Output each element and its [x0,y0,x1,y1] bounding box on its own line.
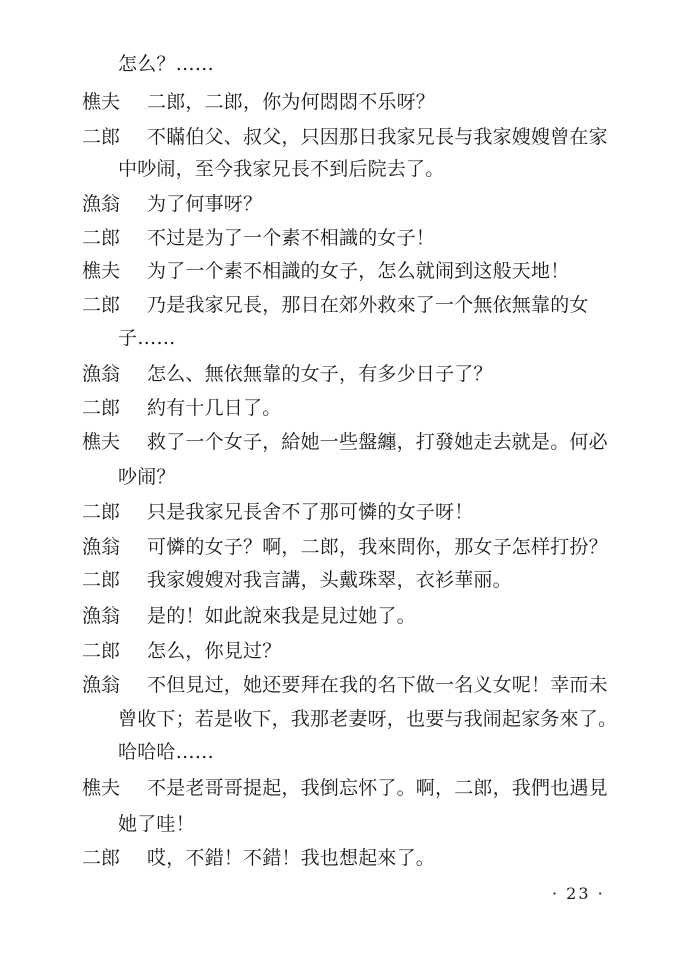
line-text: 我家嫂嫂对我言講，头戴珠翠，衣衫華丽。 [147,569,512,591]
line-text: 不但見过，她还要拜在我的名下做一名义女呢！幸而未 [147,674,608,696]
speaker-label: 漁翁 [82,363,121,385]
speaker-label: 二郎 [82,847,121,869]
line-text: 可憐的女子？啊，二郎，我來問你，那女子怎样打扮？ [147,536,608,558]
speaker-label: 漁翁 [82,674,121,696]
speaker-label: 二郎 [82,501,121,523]
speaker-label: 樵夫 [82,777,121,799]
speaker-label: 二郎 [82,397,121,419]
line-text: 怎么？…… [118,53,215,75]
line-text: 怎么、無依無靠的女子，有多少日子了？ [147,363,493,385]
line-text: 曾收下；若是收下，我那老妻呀，也要与我闹起家务來了。 [118,708,618,730]
speaker-label: 二郎 [82,126,121,148]
page-number: · 23 · [552,884,605,903]
line-text: 中吵闹，至今我家兄長不到后院去了。 [118,158,445,180]
speaker-label: 二郎 [82,294,121,316]
line-text: 不瞞伯父、叔父，只因那日我家兄長与我家嫂嫂曾在家 [147,126,608,148]
line-text: 为了一个素不相識的女子，怎么就闹到这般天地！ [147,260,570,282]
line-text: 是的！如此說來我是見过她了。 [147,605,416,627]
line-text: 为了何事呀？ [147,193,263,215]
line-text: 二郎，二郎，你为何悶悶不乐呀？ [147,91,436,113]
line-text: 哎，不錯！不錯！我也想起來了。 [147,847,436,869]
line-text: 乃是我家兄長，那日在郊外救來了一个無依無靠的女 [147,294,589,316]
speaker-label: 漁翁 [82,193,121,215]
line-text: 吵闹？ [118,466,176,488]
line-text: 哈哈哈…… [118,741,215,763]
line-text: 子…… [118,327,176,349]
speaker-label: 二郎 [82,227,121,249]
line-text: 救了一个女子，給她一些盤纏，打發她走去就是。何必 [147,431,608,453]
line-text: 不过是为了一个素不相識的女子！ [147,227,436,249]
speaker-label: 漁翁 [82,536,121,558]
line-text: 怎么，你見过？ [147,640,282,662]
line-text: 約有十几日了。 [147,397,282,419]
line-text: 不是老哥哥提起，我倒忘怀了。啊，二郎，我們也遇見 [147,777,608,799]
line-text: 她了哇！ [118,813,195,835]
speaker-label: 二郎 [82,640,121,662]
speaker-label: 二郎 [82,569,121,591]
speaker-label: 樵夫 [82,431,121,453]
line-text: 只是我家兄長舍不了那可憐的女子呀！ [147,501,474,523]
speaker-label: 漁翁 [82,605,121,627]
speaker-label: 樵夫 [82,91,121,113]
speaker-label: 樵夫 [82,260,121,282]
